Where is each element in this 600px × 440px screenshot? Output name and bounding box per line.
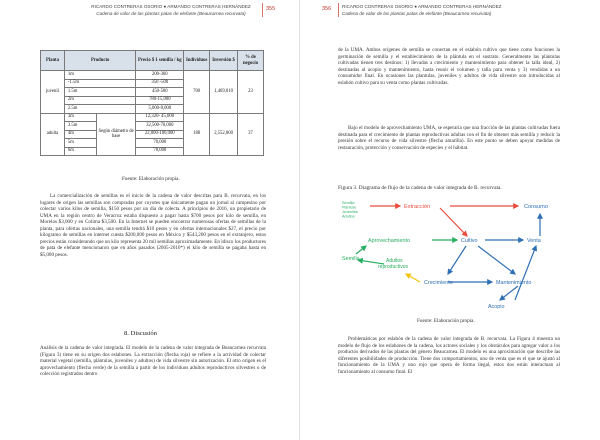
negocio-juvenil: 23 (238, 71, 264, 114)
left-page-header (86, 4, 256, 17)
value-chain-diagram (340, 196, 580, 314)
right-page-header (342, 4, 542, 17)
svg-text:Plántula: Plántula (342, 205, 356, 210)
paragraph-analysis: Análisis de la cadena de valor integrada. El modelo de la cadena de valor integrada de Beaucarnea recurvata (Figura 3) tiene en su origen dos eslabones. La extracción (flecha roja) se refiere a la actividad de colectar material vegetal (semilla, plántulas, juveniles y adultos) de vida silvestre sin autorización. El otro origen es el aprovechamiento (flecha verde) de la semilla a partir de los individuos adultos reproductivos silvestres o de colección registrados dentro (40, 345, 266, 378)
arrow-crecimiento-to-adultos (406, 274, 420, 282)
svg-text:Adultos: Adultos (342, 214, 355, 219)
node-semilla: Semilla (342, 256, 360, 262)
size-cell: 4m (64, 130, 96, 139)
arrow-acopio-to-venta (515, 246, 536, 300)
header-divider (262, 3, 263, 17)
header-authors: RICARDO CONTRERAS OSORIO ● ARMANDO CONTRERAS HERNÁNDEZ (342, 4, 502, 9)
col-precio: Precio $ 1 semilla / kg (136, 51, 184, 71)
wild-resource-label (342, 201, 358, 219)
price-cell: 12,320- 45,000 (136, 113, 184, 122)
header-divider (338, 3, 339, 17)
size-cell: 6m (64, 147, 96, 156)
price-cell: 32,500-70,000 (136, 122, 184, 131)
svg-text:Semilla: Semilla (342, 201, 355, 205)
col-planta: Planta (41, 51, 65, 71)
arrow-extraccion-to-cultivo (440, 208, 467, 236)
section-heading-discusion: 8. Discusión (124, 330, 157, 337)
table-source: Fuente: Elaboración propia. (122, 176, 180, 182)
node-venta: Venta (527, 238, 541, 244)
size-cell: 3m (64, 113, 96, 122)
paragraph-commercialization: La comercialización de semillas es el inicio de la cadena de valor descritas para B. recurvata, en los lugares de origen las semillas son compradas por coyotes que únicamente pagan un jornal al campesino por colectar varios kilos de semilla, $150 pesos por un día de colecta. A principios de 2016, un propietario de UMA en la región centro de Veracruz estaba dispuesto a pagar hasta $700 pesos por kilo de semilla, en Morelos $3,000 y en Colima $3,500. En la Internet se pueden encontrar numerosas ofertas de semillas de la planta, para ofertas nacionales, una semilla tendrá $10 pesos y en ofertas internacionales $27, el precio por kilogramo de semillas en internet cuesta $200,000 pesos en México y $543,200 pesos en el extranjero, estos precios están considerando que un kilo representa 20 mil semillas aproximadamente. En ldisco los productores de pata de elefante mencionaron que en años pasados (2005-2010*) el kilo de semilla se pagaba hasta en $5,000 pesos. (40, 193, 266, 258)
col-inversion: Inversión $ (210, 51, 238, 71)
node-consumo: Consumo (524, 204, 548, 210)
negocio-adulta: 37 (238, 113, 264, 156)
price-cell: 200-360 (136, 71, 184, 80)
node-acopio: Acopio (488, 304, 505, 310)
header-authors: RICARDO CONTRERAS OSORIO ● ARMANDO CONTRERAS HERNÁNDEZ (91, 4, 251, 9)
figure-source: Fuente: Elaboración propia. (417, 318, 475, 324)
table-row (41, 71, 264, 80)
size-cell: 2m (64, 96, 136, 105)
individuos-adulta: 188 (184, 113, 210, 156)
size-cell: 1.5m (64, 88, 136, 97)
table-row (41, 113, 264, 122)
price-cell: 70,000 (136, 139, 184, 148)
size-cell: 1m (64, 71, 136, 80)
paragraph-uma-model: Bajo el modelo de aprovechamiento UMA, se esperaría que una fracción de las plantas cultivadas fuera destinada para el crecimiento de plantas reproductivas adultas con el fin de obtener más semilla y reducir la presión sobre el recurso de vida silvestre (flecha amarilla). En este punto se deben apoyar medidas de restauración, protección y conservación de especies y el hábitat. (338, 125, 560, 151)
group-juvenil: juvenil (41, 71, 65, 114)
inversion-adulta: 2,552,800 (210, 113, 238, 156)
node-adultos: Adultos reproductivos (378, 258, 409, 270)
arrow-semilla-to-aprov (356, 246, 366, 254)
header-running-title: Cadena de valor de las plantas patas de elefante (Beaucarnea recurvata) (96, 10, 246, 16)
node-crecimiento: Crecimiento (424, 280, 453, 286)
price-cell: 780-15,000 (136, 96, 184, 105)
node-mantenimiento: Mantenimiento (496, 280, 532, 286)
size-cell: 2.5m (64, 105, 136, 114)
group-adulta: adulta (41, 113, 65, 156)
figure-caption: Figura 3. Diagrama de flujo de la cadena de valor integrada de B. recurvata. (338, 185, 502, 191)
arrow-cultivo-to-mantenimiento (478, 246, 515, 274)
node-aprovechamiento: Aprovechamiento (368, 238, 410, 244)
page-number-left: 355 (266, 6, 276, 12)
node-extraccion: Extracción (404, 204, 431, 210)
svg-text:Juveniles: Juveniles (342, 210, 358, 214)
size-cell: -1.5m (64, 79, 136, 88)
table-header-row (41, 51, 264, 71)
individuos-juvenil: 700 (184, 71, 210, 114)
price-table (40, 50, 264, 156)
col-individuos: Individuos (184, 51, 210, 71)
price-cell: 22,000-100,000 (136, 130, 184, 139)
price-cell: 450-500 (136, 88, 184, 97)
size-cell: 5m (64, 139, 96, 148)
product-adulta: Según diámetro de base (96, 113, 136, 156)
size-cell: 3.5m (64, 122, 96, 131)
price-cell: 78,000 (136, 147, 184, 156)
paragraph-uma-origins: de la UMA. Ambos orígenes de semilla se conectan en el eslabón cultivo que tiene como funciones la germinación de semilla y el establecimiento de la plántula en el sustrato. Generalmente las plántulas cultivadas tienen tres destinos: 1) llevadas a crecimiento y mantenimiento para obtener la talla ideal, 2) destinadas al acopio y mantenimiento, hasta reunir el volumen y talla para venta y 3) vendidas a un consumidor final. En ocasiones las plantulas, juveniles y adultos de vida silvestre son introducidas al eslabón cultivo para su venta como plantas cultivadas. (338, 47, 560, 86)
arrow-cultivo-to-crecimiento (448, 246, 466, 274)
node-cultivo: Cultivo (461, 238, 478, 244)
page-number-right: 356 (322, 6, 332, 12)
inversion-juvenil: 1,469,010 (210, 71, 238, 114)
price-cell: 350 -500 (136, 79, 184, 88)
paragraph-problematicas: Problemáticas por eslabón de la cadena de valor integrada de B. recurvata. La Figura 4 muestra un modelo de flujo de los eslabones de la cadena, los actores sociales y los obstáculos para agregar valor a los productos derivados de las plantas del género Beaucarnea. El modelo es una aproximación que describe las diferentes posibilidades de producción. Tiene dos comportamientos, uno de venta que es el que se ajustó al funcionamiento de la UMA y uno rojo que opera de forma ilegal, estos dos están interactuan al funcionamiento al consumo final. El (338, 336, 560, 375)
col-producto: Producto (64, 51, 136, 71)
col-negocio: % de negocio (238, 51, 264, 71)
price-cell: 5,000-8,000 (136, 105, 184, 114)
header-running-title: Cadena de valor de las plantas patas de elefante (Beaucarnea recurvata) (342, 10, 492, 16)
